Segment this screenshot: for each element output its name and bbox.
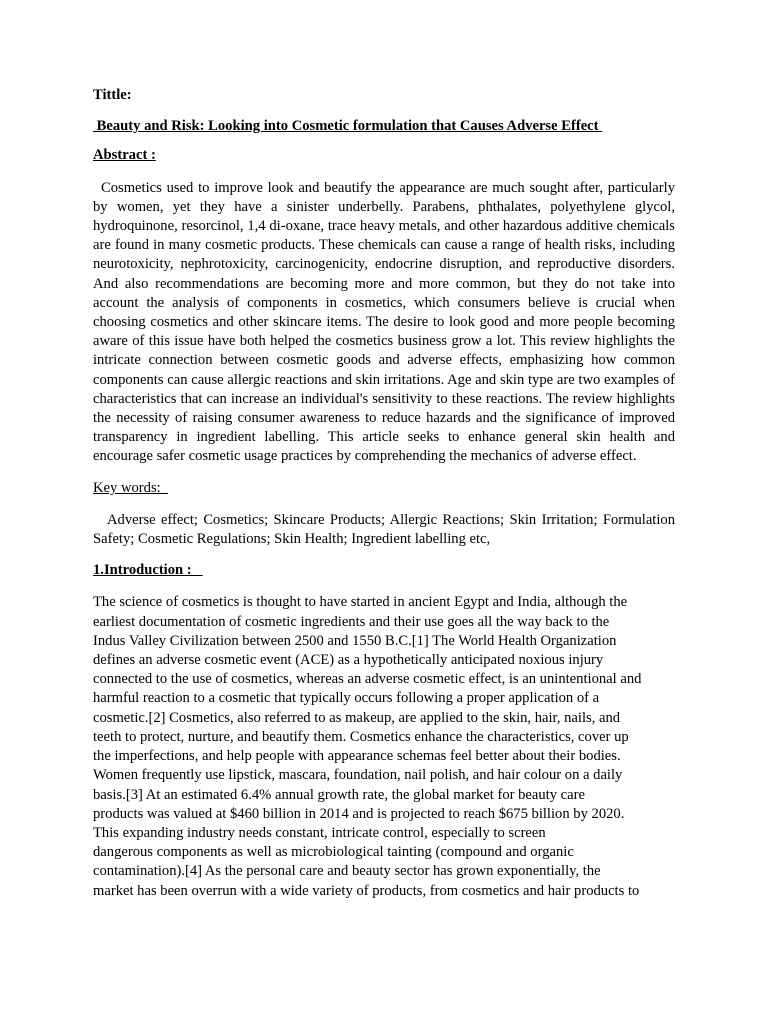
intro-line: basis.[3] At an estimated 6.4% annual growth rate, the global market for beauty care: [93, 786, 585, 803]
intro-line: dangerous components as well as microbiological tainting (compound and organic: [93, 844, 574, 861]
introduction-paragraph: [93, 593, 675, 900]
intro-line: harmful reaction to a cosmetic that typically occurs following a proper application of a: [93, 690, 600, 707]
keywords-label: Key words:: [93, 479, 168, 496]
paper-title: Beauty and Risk: Looking into Cosmetic formulation that Causes Adverse Effect: [93, 118, 603, 135]
intro-line: connected to the use of cosmetics, whereas an adverse cosmetic effect, is an unintentional and: [93, 671, 642, 688]
title-label: Tittle:: [93, 87, 132, 103]
intro-line: Women frequently use lipstick, mascara, foundation, nail polish, and hair colour on a daily: [93, 767, 623, 784]
intro-line: cosmetic.[2] Cosmetics, also referred to as makeup, are applied to the skin, hair, nails, and: [93, 709, 621, 726]
intro-line: contamination).[4] As the personal care and beauty sector has grown exponentially, the: [93, 863, 601, 880]
intro-line: products was valued at $460 billion in 2014 and is projected to reach $675 billion by 2020.: [93, 805, 625, 822]
introduction-heading: 1.Introduction :: [93, 562, 203, 579]
abstract-heading: Abstract :: [93, 147, 156, 164]
intro-line: teeth to protect, nurture, and beautify them. Cosmetics enhance the characteristics, cover up: [93, 728, 629, 745]
abstract-paragraph: Cosmetics used to improve look and beautify the appearance are much sought after, particularly by women, yet they have a sinister underbelly. Parabens, phthalates, polyethylene glycol, hydroquinone, resorcinol, 1,4 di-oxane, trace heavy metals, and other hazardous additive chemicals are found in many cosmetic products. These chemicals can cause a range of health risks, including neurotoxicity, nephrotoxicity, carcinogenicity, endocrine disruption, and reproductive disorders. And also recommendations are becoming more and more common, but they do not take into account the analysis of components in cosmetics, which consumers believe is crucial when choosing cosmetics and other skincare items. The desire to look good and more people becoming aware of this issue have both helped the cosmetics business grow a lot. This review highlights the intricate connection between cosmetic goods and adverse effects, emphasizing how common components can cause allergic reactions and skin irritations. Age and skin type are two examples of characteristics that can increase an individual's sensitivity to these reactions. The review highlights the necessity of raising consumer awareness to reduce hazards and the significance of improved transparency in ingredient labelling. This article seeks to enhance general skin health and encourage safer cosmetic usage practices by comprehending the mechanics of adverse effect.: [93, 179, 675, 465]
keywords-paragraph: Adverse effect; Cosmetics; Skincare Products; Allergic Reactions; Skin Irritation; Formulation Safety; Cosmetic Regulations; Skin Health; Ingredient labelling etc,: [93, 511, 675, 548]
intro-line: earliest documentation of cosmetic ingredients and their use goes all the way back to the: [93, 613, 610, 630]
document-page: [93, 86, 675, 901]
intro-line: the imperfections, and help people with appearance schemas feel better about their bodies.: [93, 748, 621, 765]
intro-line: market has been overrun with a wide variety of products, from cosmetics and hair products to: [93, 882, 640, 899]
intro-line: Indus Valley Civilization between 2500 and 1550 B.C.[1] The World Health Organization: [93, 632, 617, 649]
intro-line: This expanding industry needs constant, intricate control, especially to screen: [93, 824, 546, 841]
intro-line: The science of cosmetics is thought to have started in ancient Egypt and India, although the: [93, 594, 628, 611]
intro-line: defines an adverse cosmetic event (ACE) as a hypothetically anticipated noxious injury: [93, 652, 604, 669]
